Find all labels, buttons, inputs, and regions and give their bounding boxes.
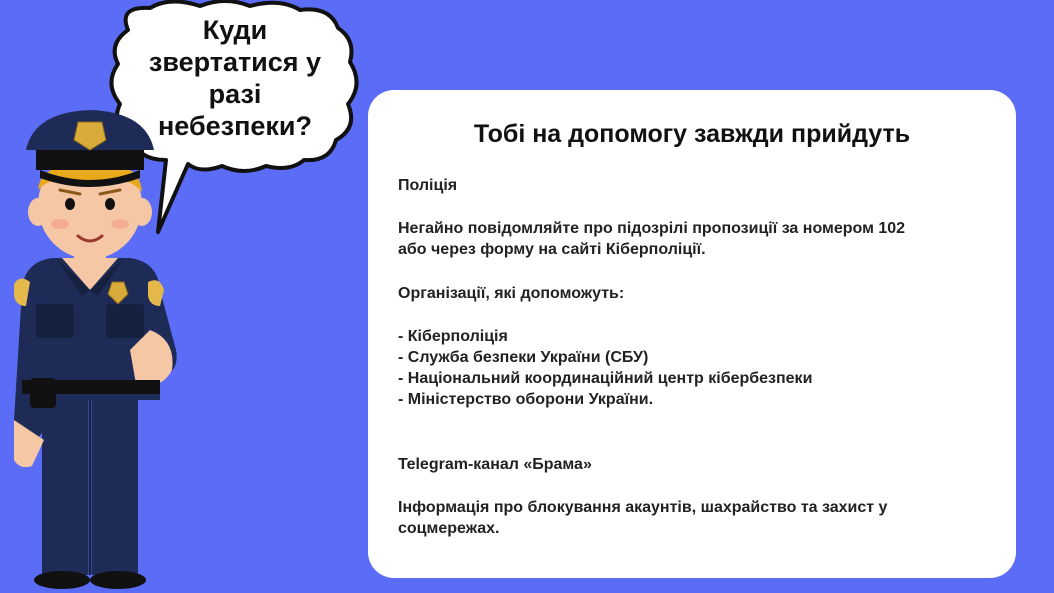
police-text-line: або через форму на сайті Кіберполіції. [398,241,706,258]
orgs-heading: Організації, які допоможуть: [398,285,625,302]
police-text-line: Негайно повідомляйте про підозрілі пропозиції за номером 102 [398,220,906,237]
bubble-line: небезпеки? [157,111,312,141]
card-title: Тобі на допомогу завжди прийдуть [473,120,911,148]
list-item: - Кіберполіція [398,328,508,345]
bubble-line: Куди [202,15,268,45]
info-card [368,90,1016,578]
telegram-text-line: соцмережах. [398,520,500,537]
police-heading: Поліція [398,177,458,194]
bubble-line: звертатися у [148,47,322,77]
list-item: - Національний координаційний центр кібербезпеки [398,370,813,387]
list-item: - Служба безпеки України (СБУ) [398,349,649,366]
police-officer-figure [14,110,177,589]
telegram-text-line: Інформація про блокування акаунтів, шахрайство та захист у [398,499,888,516]
list-item: - Міністерство оборони України. [398,391,654,408]
speech-bubble-text [130,14,340,142]
bubble-line: разі [208,79,262,109]
orgs-list [398,326,986,410]
telegram-heading: Telegram-канал «Брама» [398,456,592,473]
